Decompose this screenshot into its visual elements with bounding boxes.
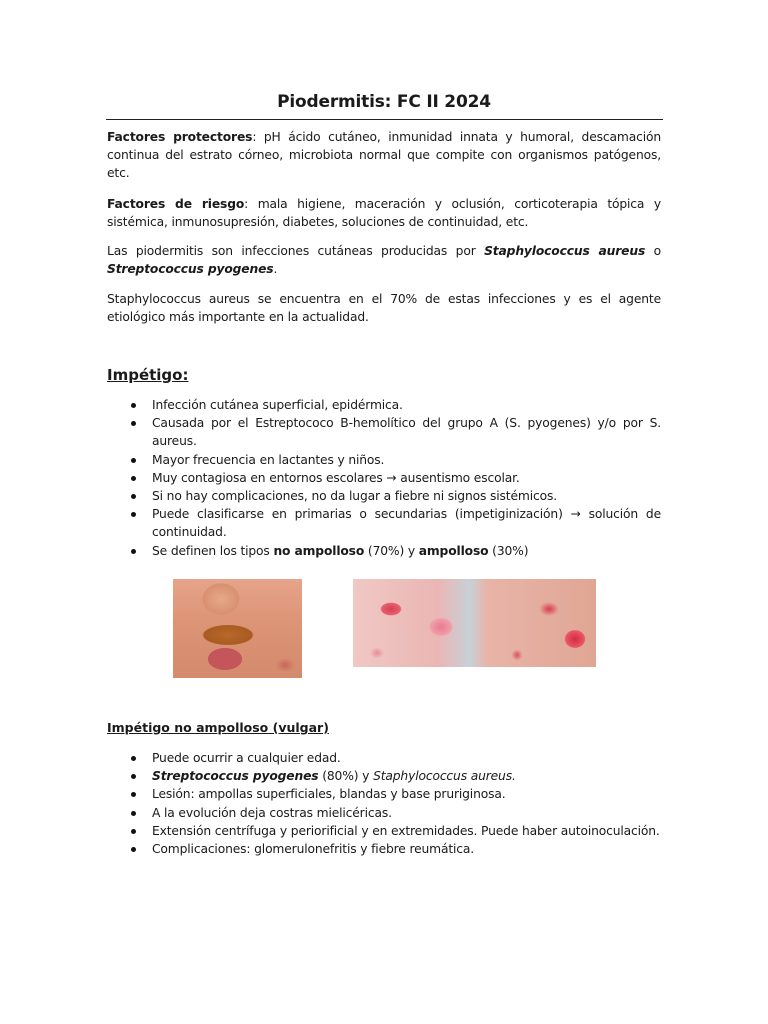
list-item: Streptococcus pyogenes (80%) y Staphylococcus aureus.: [107, 767, 661, 785]
organisms-intro: Las piodermitis son infecciones cutáneas producidas por: [107, 244, 485, 258]
list-item: Infección cutánea superficial, epidérmica.: [107, 396, 661, 414]
non-bullous-impetigo-face-photo: [173, 579, 302, 678]
paragraph-risk-factors: [107, 195, 661, 231]
protective-factors-label: Factores protectores: [107, 130, 253, 144]
list-item: Lesión: ampollas superficiales, blandas y base pruriginosa.: [107, 785, 661, 803]
bullet-icon: [131, 549, 136, 554]
paragraph-causative-organisms: [107, 242, 661, 278]
list-item: Mayor frecuencia en lactantes y niños.: [107, 451, 661, 469]
list-item: Se definen los tipos no ampolloso (70%) y ampolloso (30%): [107, 542, 661, 560]
bullet-icon: [131, 458, 136, 463]
bullet-icon: [131, 494, 136, 499]
risk-factors-label: Factores de riesgo: [107, 197, 245, 211]
paragraph-staph-prevalence: Staphylococcus aureus se encuentra en el 70% de estas infecciones y es el agente etiológico más importante en la actualidad.: [107, 292, 661, 324]
list-item: Extensión centrífuga y periorificial y en extremidades. Puede haber autoinoculación.: [107, 822, 661, 840]
bullet-icon: [131, 512, 136, 517]
section-heading-non-bullous: Impétigo no ampolloso (vulgar): [107, 720, 329, 735]
bullet-icon: [131, 756, 136, 761]
organism-strep: Streptococcus pyogenes: [107, 262, 274, 276]
bullet-icon: [131, 792, 136, 797]
document-title: Piodermitis: FC II 2024: [277, 92, 491, 112]
list-item: Puede ocurrir a cualquier edad.: [107, 749, 661, 767]
organism-staph: Staphylococcus aureus: [484, 244, 646, 258]
list-item: Puede clasificarse en primarias o secundarias (impetiginización) → solución de continuidad.: [107, 505, 661, 541]
bullous-impetigo-skin-photos: [353, 579, 596, 667]
impetigo-bullet-list: [107, 396, 661, 560]
title-underline: [106, 119, 663, 120]
list-item: Si no hay complicaciones, no da lugar a fiebre ni signos sistémicos.: [107, 487, 661, 505]
risk-factors-text: : mala higiene, maceración y oclusión, corticoterapia tópica y sistémica, inmunosupresión, diabetes, soluciones de continuidad, etc.: [107, 197, 661, 229]
non-bullous-bullet-list: [107, 749, 661, 858]
bullet-icon: [131, 403, 136, 408]
bullet-icon: [131, 829, 136, 834]
paragraph-protective-factors: [107, 128, 661, 182]
list-item: Complicaciones: glomerulonefritis y fiebre reumática.: [107, 840, 661, 858]
protective-factors-text: : pH ácido cutáneo, inmunidad innata y humoral, descamación continua del estrato córneo, microbiota normal que compite con organismos patógenos, etc.: [107, 130, 661, 180]
bullet-icon: [131, 774, 136, 779]
bullet-icon: [131, 811, 136, 816]
list-item: Causada por el Estreptococo B-hemolítico del grupo A (S. pyogenes) y/o por S. aureus.: [107, 414, 661, 450]
bullet-icon: [131, 421, 136, 426]
bullet-icon: [131, 476, 136, 481]
list-item: A la evolución deja costras mielicéricas.: [107, 804, 661, 822]
list-item: Muy contagiosa en entornos escolares → ausentismo escolar.: [107, 469, 661, 487]
bullet-icon: [131, 847, 136, 852]
section-heading-impetigo: Impétigo:: [107, 366, 189, 384]
organisms-connector: o: [645, 244, 661, 258]
organisms-end: .: [273, 262, 278, 276]
